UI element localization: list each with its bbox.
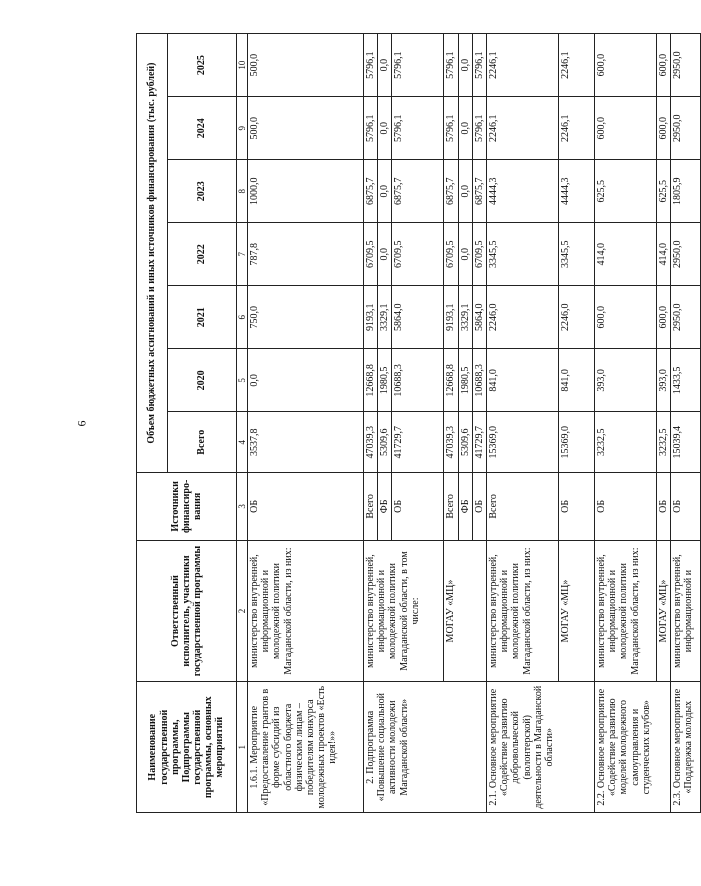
cell-value: 414,0 [657,223,671,286]
cell-value: 0,0 [378,34,392,97]
cell-value: 5309,6 [378,412,392,473]
cell-value: 1980,5 [458,349,472,412]
row-source: ОБ [671,473,701,541]
header-year: 2025 [168,34,237,97]
cell-value: 0,0 [378,160,392,223]
header-funding: Объем бюджетных ассигнований и иных источников финансирования (тыс. рублей) [137,34,168,473]
cell-value: 3329,1 [378,286,392,349]
cell-value: 6875,7 [444,160,458,223]
cell-value: 6875,7 [472,160,486,223]
table-row [248,34,364,813]
row-name: 1.6.1. Мероприятие «Предоставление грантов в форме субсидий из областного бюджета физическим лицам – победителям конкурса молодежных проектов «Есть идея!»» [248,682,364,813]
cell-value: 3537,8 [248,412,364,473]
row-source: ОБ [248,473,364,541]
cell-value: 3345,5 [487,223,559,286]
cell-value: 1805,9 [671,160,701,223]
cell-value: 0,0 [458,160,472,223]
cell-value: 5796,1 [444,34,458,97]
cell-value: 600,0 [595,97,657,160]
row-executor: министерство внутренней, информационной и [671,540,701,682]
cell-value: 5309,6 [458,412,472,473]
cell-value: 841,0 [559,349,595,412]
cell-value: 3232,5 [657,412,671,473]
cell-value: 6709,5 [444,223,458,286]
row-source: ОБ [559,473,595,541]
header-year: 2022 [168,223,237,286]
cell-value: 750,0 [248,286,364,349]
header-year: 2020 [168,349,237,412]
cell-value: 1000,0 [248,160,364,223]
cell-value: 6875,7 [364,160,378,223]
col-number: 2 [237,540,248,682]
cell-value: 0,0 [248,349,364,412]
cell-value: 6709,5 [472,223,486,286]
header-col-name: Наименование государственной программы, Подпрограммы государственной программы, основных мероприятий [137,682,237,813]
cell-value: 2246,1 [559,97,595,160]
cell-value: 600,0 [595,286,657,349]
cell-value: 15039,4 [671,412,701,473]
cell-value: 5796,1 [392,97,444,160]
table-row [671,34,701,813]
page-number: 6 [74,420,89,427]
cell-value: 12668,8 [364,349,378,412]
row-source: ФБ [458,473,472,541]
cell-value: 5796,1 [472,97,486,160]
cell-value: 2246,1 [559,34,595,97]
col-number: 8 [237,160,248,223]
cell-value: 10688,3 [392,349,444,412]
col-number: 6 [237,286,248,349]
col-number: 5 [237,349,248,412]
cell-value: 9193,1 [444,286,458,349]
cell-value: 5796,1 [444,97,458,160]
cell-value: 5796,1 [392,34,444,97]
row-source: ОБ [392,473,444,541]
row-name: 2.3. Основное мероприятие «Поддержка молодых [671,682,701,813]
header-year: 2023 [168,160,237,223]
cell-value: 393,0 [657,349,671,412]
budget-table [136,33,701,813]
cell-value: 0,0 [458,223,472,286]
table-row [364,34,378,813]
cell-value: 3329,1 [458,286,472,349]
header-col-source: Источники финансиро-вания [137,473,237,541]
cell-value: 841,0 [487,349,559,412]
cell-value: 4444,3 [559,160,595,223]
cell-value: 2246,1 [487,34,559,97]
cell-value: 6709,5 [364,223,378,286]
cell-value: 2950,0 [671,97,701,160]
cell-value: 47039,3 [444,412,458,473]
cell-value: 5796,1 [364,34,378,97]
cell-value: 15369,0 [559,412,595,473]
cell-value: 41729,7 [392,412,444,473]
column-numbers-row [237,34,248,813]
header-year: 2024 [168,97,237,160]
cell-value: 3345,5 [559,223,595,286]
row-name: 2. Подпрограмма «Повышение социальной активности молодежи Магаданской области» [364,682,487,813]
row-executor: министерство внутренней, информационной и молодежной политики Магаданской области, в том числе: [364,540,444,682]
row-name: 2.2. Основное мероприятие «Содействие развитию моделей молодежного самоуправления и студенческих клубов» [595,682,671,813]
row-executor-2: МОГАУ «МЦ» [444,540,487,682]
cell-value: 1980,5 [378,349,392,412]
row-source: ОБ [472,473,486,541]
cell-value: 5864,0 [472,286,486,349]
col-number: 7 [237,223,248,286]
cell-value: 625,5 [657,160,671,223]
cell-value: 2246,0 [487,286,559,349]
row-source: ФБ [378,473,392,541]
header-year: 2021 [168,286,237,349]
col-number: 3 [237,473,248,541]
row-source: Всего [444,473,458,541]
cell-value: 787,8 [248,223,364,286]
cell-value: 600,0 [595,34,657,97]
cell-value: 5864,0 [392,286,444,349]
cell-value: 414,0 [595,223,657,286]
cell-value: 0,0 [378,223,392,286]
row-source: Всего [364,473,378,541]
cell-value: 6875,7 [392,160,444,223]
cell-value: 5796,1 [472,34,486,97]
cell-value: 600,0 [657,286,671,349]
row-executor-2: МОГАУ «МЦ» [657,540,671,682]
cell-value: 1433,5 [671,349,701,412]
table-row [595,34,657,813]
table-row [487,34,559,813]
cell-value: 10688,3 [472,349,486,412]
row-source: ОБ [657,473,671,541]
cell-value: 393,0 [595,349,657,412]
cell-value: 600,0 [657,34,671,97]
cell-value: 12668,8 [444,349,458,412]
cell-value: 0,0 [458,97,472,160]
cell-value: 2246,0 [559,286,595,349]
cell-value: 500,0 [248,97,364,160]
cell-value: 4444,3 [487,160,559,223]
row-executor: министерство внутренней, информационной и молодежной политики Магаданской области, из них: [487,540,559,682]
row-name: 2.1. Основное мероприятие «Содействие развитию добровольческой (волонтерской) деятельности в Магаданской области» [487,682,595,813]
cell-value: 2246,1 [487,97,559,160]
row-executor: министерство внутренней, информационной и молодежной политики Магаданской области, из них: [248,540,364,682]
cell-value: 47039,3 [364,412,378,473]
cell-value: 3232,5 [595,412,657,473]
budget-table-rotated [136,33,695,813]
cell-value: 2950,0 [671,286,701,349]
cell-value: 0,0 [378,97,392,160]
header-col-executor: Ответственный исполнитель, участники государственной программы [137,540,237,682]
cell-value: 2950,0 [671,223,701,286]
col-number: 4 [237,412,248,473]
header-year: Всего [168,412,237,473]
cell-value: 41729,7 [472,412,486,473]
cell-value: 6709,5 [392,223,444,286]
col-number: 9 [237,97,248,160]
cell-value: 600,0 [657,97,671,160]
cell-value: 15369,0 [487,412,559,473]
cell-value: 5796,1 [364,97,378,160]
cell-value: 9193,1 [364,286,378,349]
col-number: 10 [237,34,248,97]
row-source: Всего [487,473,559,541]
cell-value: 2950,0 [671,34,701,97]
row-executor-2: МОГАУ «МЦ» [559,540,595,682]
cell-value: 625,5 [595,160,657,223]
cell-value: 0,0 [458,34,472,97]
row-source: ОБ [595,473,657,541]
col-number: 1 [237,682,248,813]
row-executor: министерство внутренней, информационной и молодежной политики Магаданской области, из них: [595,540,657,682]
cell-value: 500,0 [248,34,364,97]
